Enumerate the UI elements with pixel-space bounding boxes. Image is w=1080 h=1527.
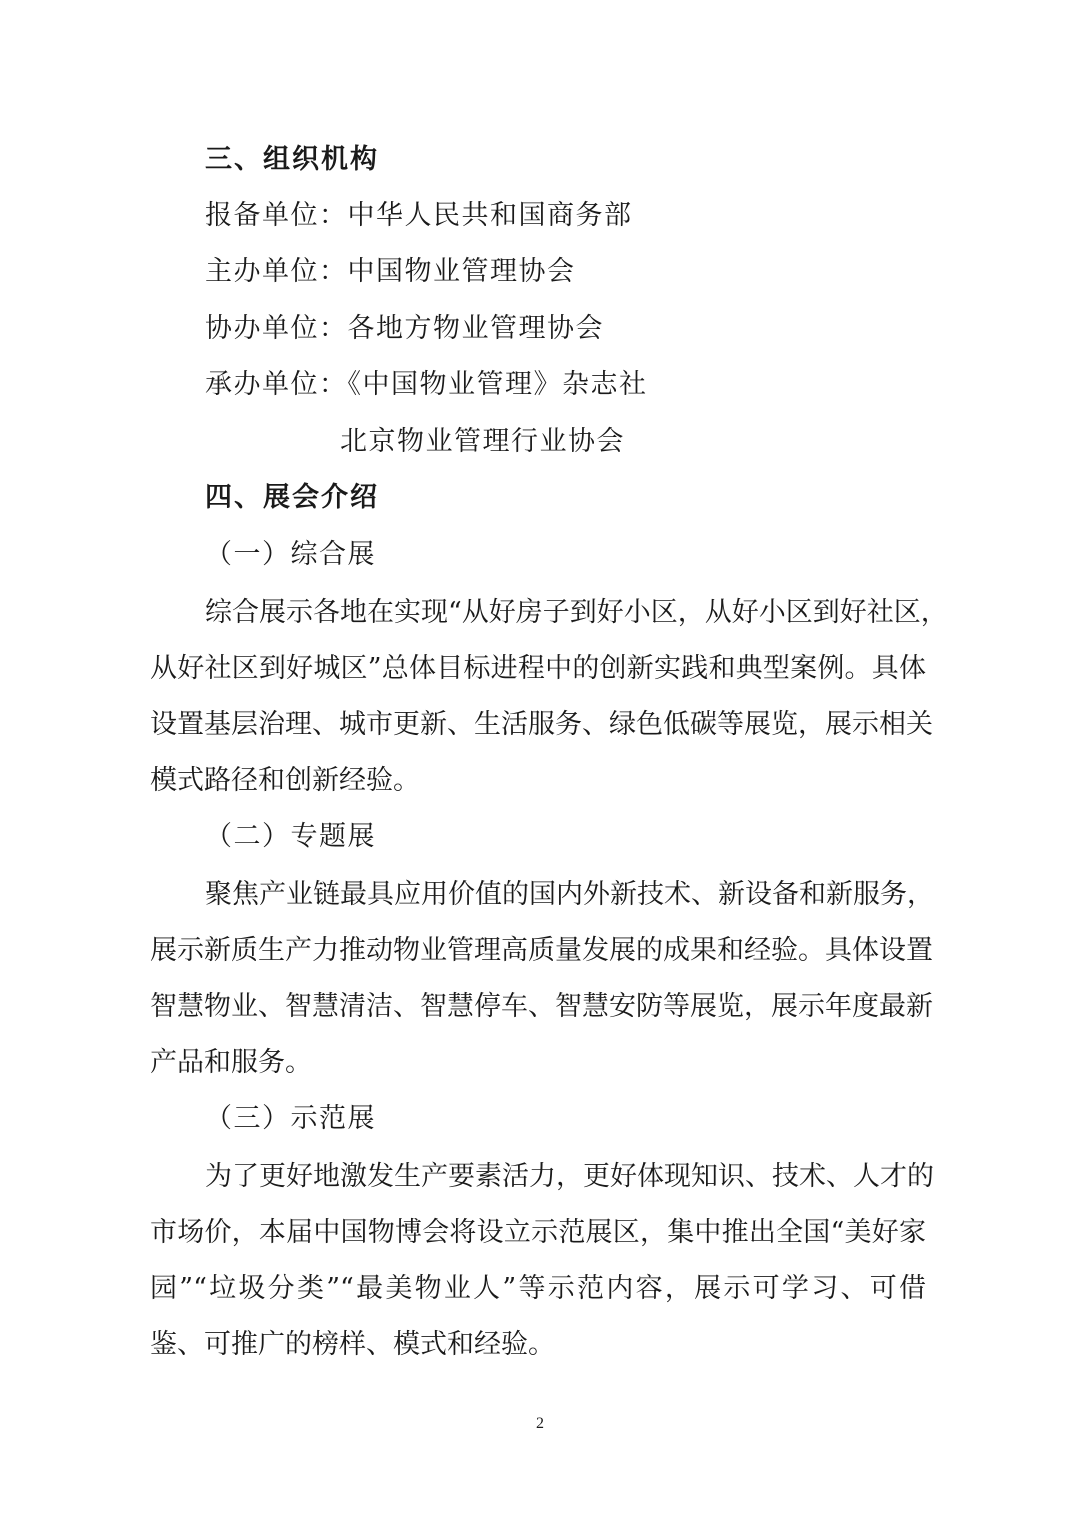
organizer-unit-line: 承办单位：《中国物业管理》杂志社 xyxy=(205,369,648,400)
host-unit-line: 主办单位：中国物业管理协会 xyxy=(205,256,576,287)
organizer-unit-line-2: 北京物业管理行业协会 xyxy=(340,426,625,457)
paragraph-line: 市场价，本届中国物博会将设立示范展区，集中推出全国“美好家 xyxy=(150,1217,926,1248)
paragraph-line: 产品和服务。 xyxy=(150,1047,312,1078)
section-heading-expo: 四、展会介绍 xyxy=(205,482,379,513)
page-number: 2 xyxy=(536,1415,544,1432)
subsection-title-thematic: （二）专题展 xyxy=(205,821,376,852)
report-unit-line: 报备单位：中华人民共和国商务部 xyxy=(205,200,633,231)
paragraph-line: 设置基层治理、城市更新、生活服务、绿色低碳等展览，展示相关 xyxy=(150,709,933,740)
subsection-title-demonstration: （三）示范展 xyxy=(205,1103,376,1134)
paragraph-line: 智慧物业、智慧清洁、智慧停车、智慧安防等展览，展示年度最新 xyxy=(150,991,933,1022)
paragraph-line: 鉴、可推广的榜样、模式和经验。 xyxy=(150,1329,555,1360)
paragraph-line: 园”“垃圾分类”“最美物业人”等示范内容，展示可学习、可借 xyxy=(150,1273,926,1304)
section-heading-organization: 三、组织机构 xyxy=(205,144,379,175)
paragraph-line: 模式路径和创新经验。 xyxy=(150,765,420,796)
paragraph-line: 展示新质生产力推动物业管理高质量发展的成果和经验。具体设置 xyxy=(150,935,933,966)
paragraph-line: 聚焦产业链最具应用价值的国内外新技术、新设备和新服务， xyxy=(205,879,934,910)
subsection-title-comprehensive: （一）综合展 xyxy=(205,539,376,570)
assist-unit-line: 协办单位：各地方物业管理协会 xyxy=(205,313,604,344)
paragraph-line: 从好社区到好城区”总体目标进程中的创新实践和典型案例。具体 xyxy=(150,653,926,684)
paragraph-line: 为了更好地激发生产要素活力，更好体现知识、技术、人才的 xyxy=(205,1161,934,1192)
paragraph-line: 综合展示各地在实现“从好房子到好小区，从好小区到好社区， xyxy=(205,597,948,628)
